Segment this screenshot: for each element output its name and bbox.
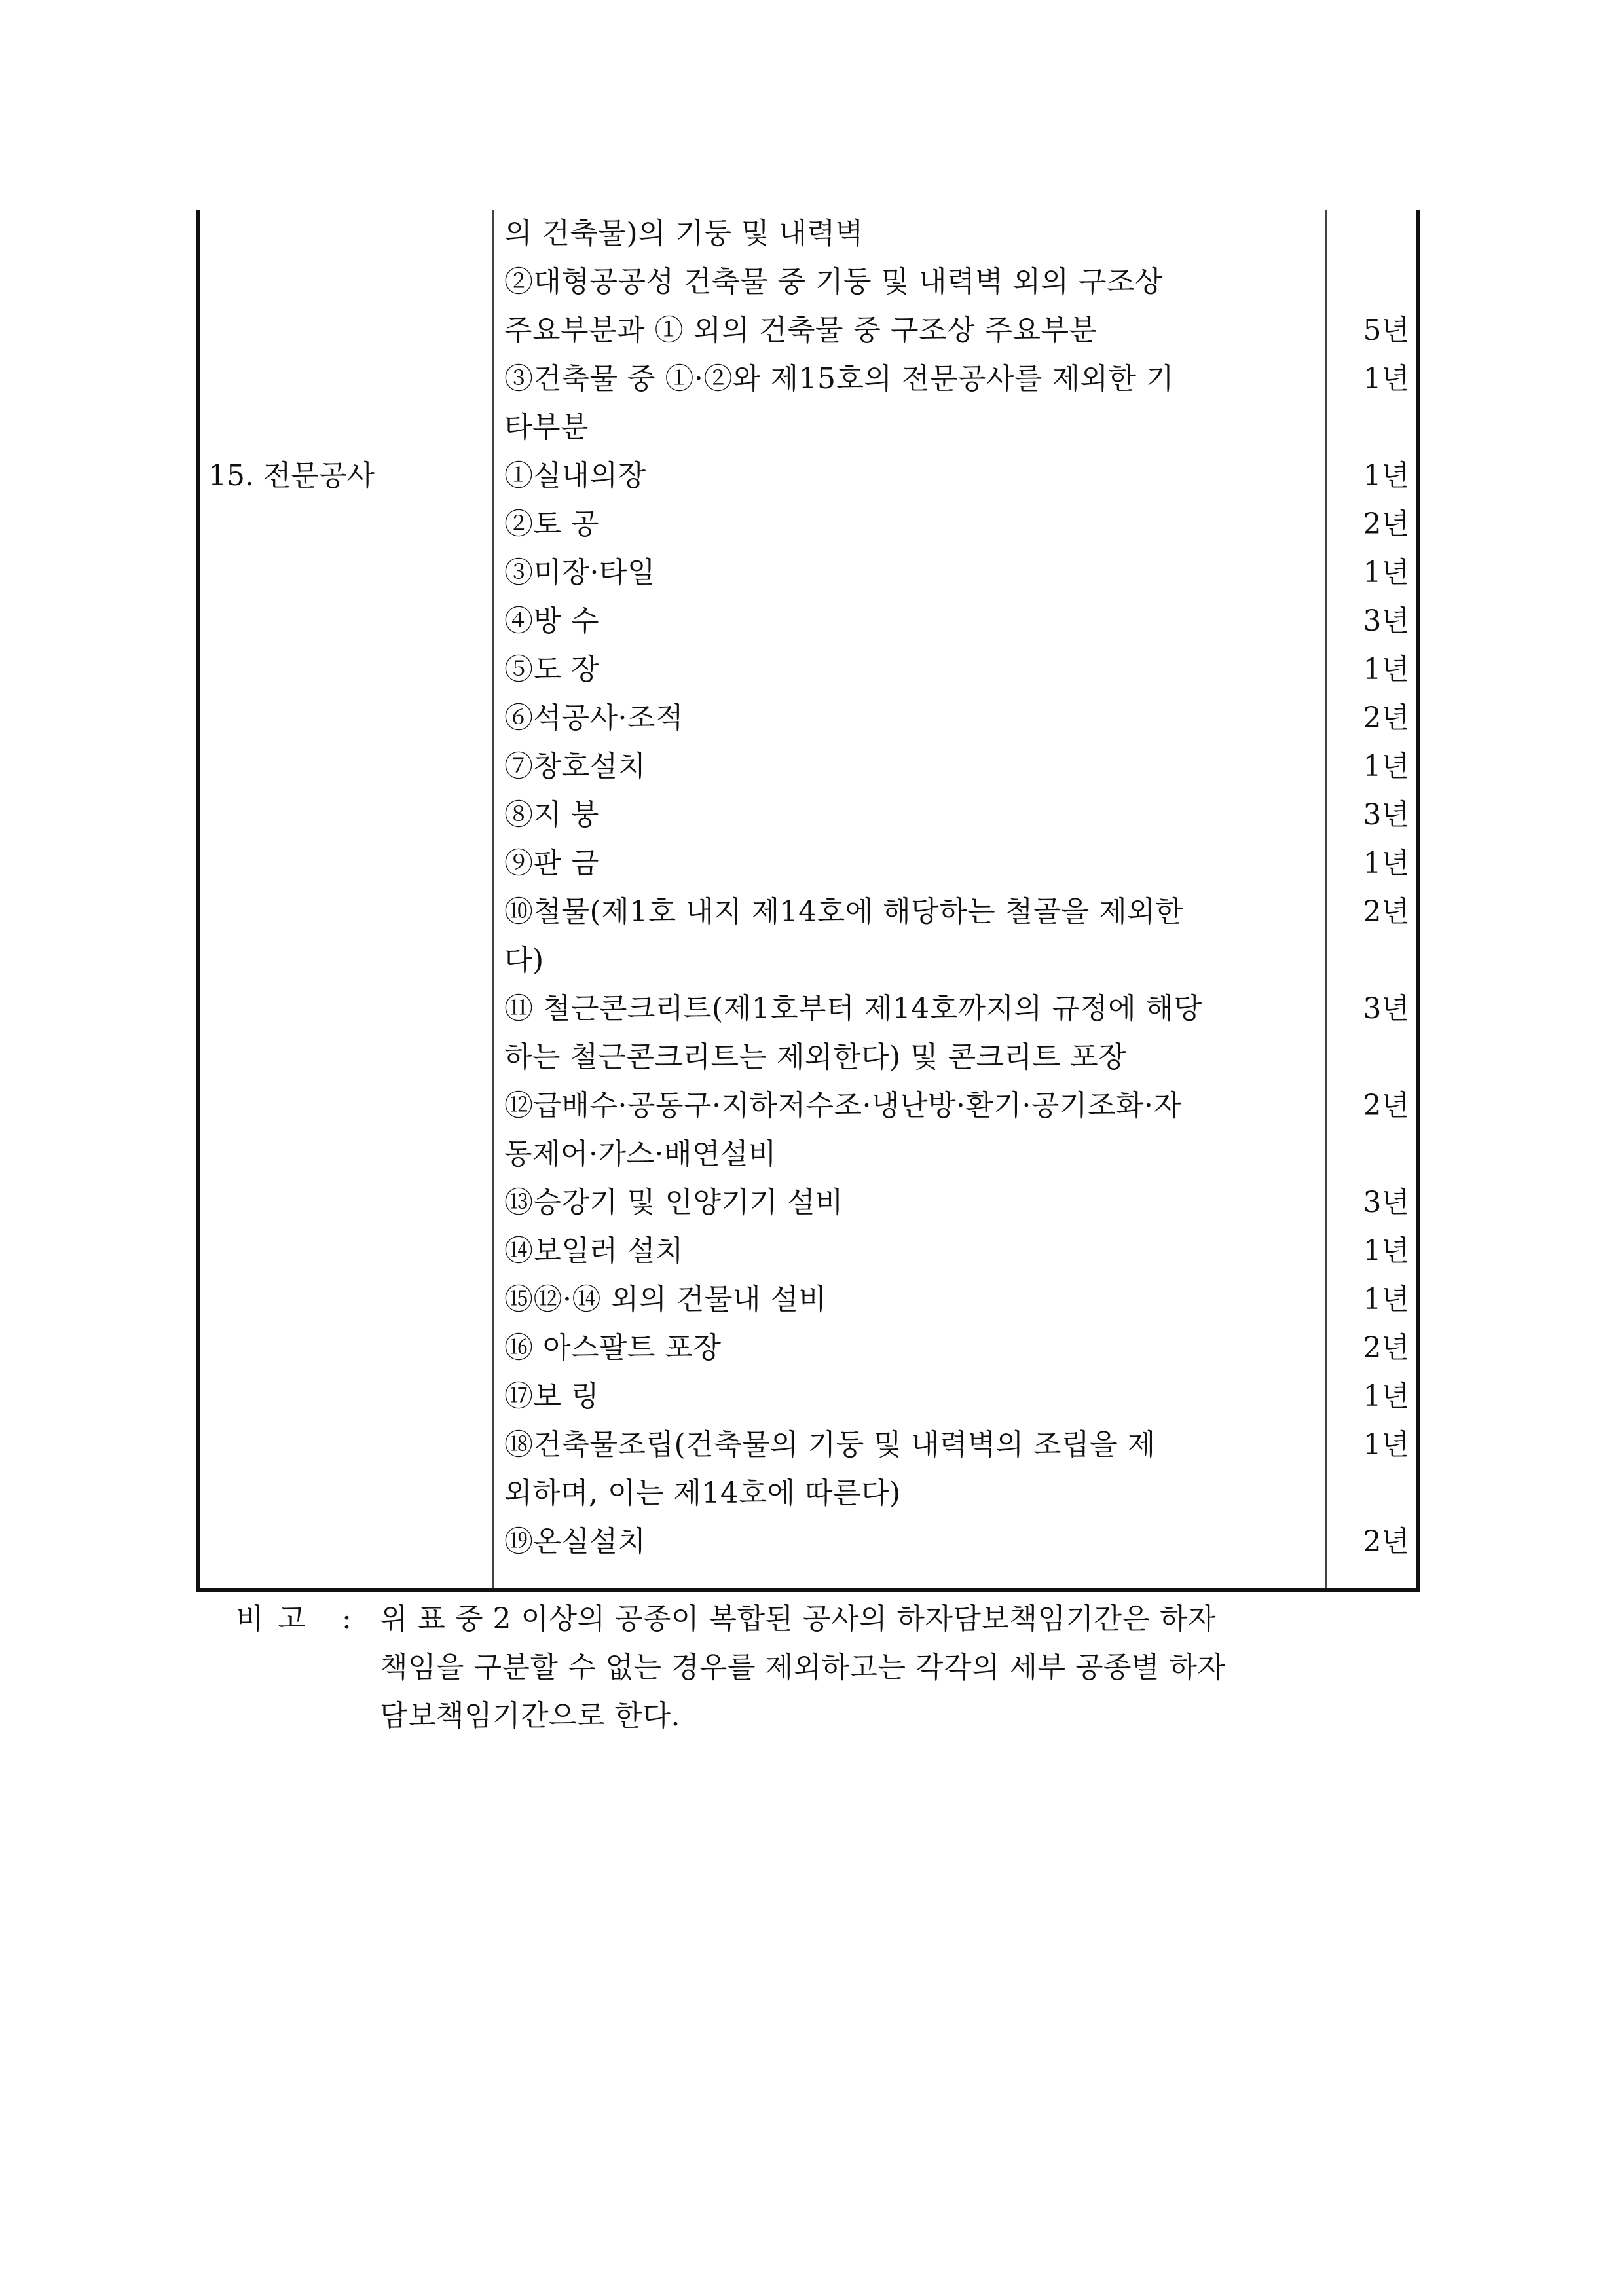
row-content: 타부분 xyxy=(504,411,589,444)
row-content: ⑰보 링 xyxy=(504,1380,599,1413)
row-content: ④방 수 xyxy=(504,604,599,638)
row-content: ⑥석공사·조적 xyxy=(504,701,684,735)
row-period: 1년 xyxy=(1363,750,1409,783)
row-period: 2년 xyxy=(1363,507,1409,541)
row-period: 1년 xyxy=(1363,556,1409,589)
table-row xyxy=(200,985,1416,1033)
row-content: ⑩철물(제1호 내지 제14호에 해당하는 철골을 제외한 xyxy=(504,895,1184,928)
table-row xyxy=(200,1082,1416,1130)
table-row xyxy=(200,936,1416,985)
table-row xyxy=(200,1324,1416,1372)
row-content: ②대형공공성 건축물 중 기둥 및 내력벽 외의 구조상 xyxy=(504,265,1163,299)
table-row xyxy=(200,355,1416,403)
table-row xyxy=(200,743,1416,791)
table-row xyxy=(200,500,1416,549)
table-row xyxy=(200,1372,1416,1421)
table-row xyxy=(200,1276,1416,1324)
remarks-line: 위 표 중 2 이상의 공종이 복합된 공사의 하자담보책임기간은 하자 xyxy=(380,1602,1216,1636)
table-row xyxy=(200,839,1416,888)
row-content: ⑭보일러 설치 xyxy=(504,1234,684,1268)
warranty-period-table xyxy=(196,210,1420,1592)
row-period: 1년 xyxy=(1363,1380,1409,1413)
row-content: ⑤도 장 xyxy=(504,653,599,686)
row-content: ③건축물 중 ①·②와 제15호의 전문공사를 제외한 기 xyxy=(504,362,1174,395)
row-content: ⑫급배수·공동구·지하저수조·냉난방·환기·공기조화·자 xyxy=(504,1089,1182,1122)
row-content: 주요부분과 ① 외의 건축물 중 구조상 주요부분 xyxy=(504,314,1098,347)
table-row xyxy=(200,694,1416,743)
row-content: ⑪ 철근콘크리트(제1호부터 제14호까지의 규정에 해당 xyxy=(504,992,1202,1025)
row-content: 하는 철근콘크리트는 제외한다) 및 콘크리트 포장 xyxy=(504,1040,1127,1074)
row-content: ②토 공 xyxy=(504,507,599,541)
table-row xyxy=(200,1130,1416,1179)
row-period: 2년 xyxy=(1363,701,1409,735)
row-period: 5년 xyxy=(1363,314,1409,347)
row-period: 1년 xyxy=(1363,653,1409,686)
table-row xyxy=(200,210,1416,258)
row-period: 2년 xyxy=(1363,895,1409,928)
row-content: ⑯ 아스팔트 포장 xyxy=(504,1331,722,1365)
row-period: 3년 xyxy=(1363,1186,1409,1219)
row-period: 1년 xyxy=(1363,362,1409,395)
remarks-label: 비고 xyxy=(236,1602,321,1636)
row-content: 외하며, 이는 제14호에 따른다) xyxy=(504,1477,901,1510)
row-period: 3년 xyxy=(1363,992,1409,1025)
row-content: ①실내의장 xyxy=(504,459,646,492)
row-period: 1년 xyxy=(1363,1234,1409,1268)
row-period: 3년 xyxy=(1363,798,1409,832)
row-period: 1년 xyxy=(1363,1283,1409,1316)
row-period: 2년 xyxy=(1363,1089,1409,1122)
row-content: 의 건축물)의 기둥 및 내력벽 xyxy=(504,217,864,250)
remarks-colon: : xyxy=(342,1602,352,1636)
row-period: 1년 xyxy=(1363,847,1409,880)
row-content: ⑮⑫·⑭ 외의 건물내 설비 xyxy=(504,1283,827,1316)
table-row xyxy=(200,1421,1416,1469)
table-row xyxy=(200,1179,1416,1227)
table-row xyxy=(200,888,1416,936)
remarks-line: 책임을 구분할 수 없는 경우를 제외하고는 각각의 세부 공종별 하자 xyxy=(380,1651,1226,1684)
row-period: 2년 xyxy=(1363,1525,1409,1558)
row-period: 3년 xyxy=(1363,604,1409,638)
row-content: ⑨판 금 xyxy=(504,847,599,880)
table-row xyxy=(200,1033,1416,1082)
row-period: 1년 xyxy=(1363,459,1409,492)
row-content: ⑧지 붕 xyxy=(504,798,599,832)
row-content: 다) xyxy=(504,944,544,977)
table-row xyxy=(200,1227,1416,1276)
row-period: 1년 xyxy=(1363,1428,1409,1461)
category-label: 15. 전문공사 xyxy=(208,459,375,492)
row-content: ⑬승강기 및 인양기기 설비 xyxy=(504,1186,843,1219)
table-row xyxy=(200,646,1416,694)
row-content: 동제어·가스·배연설비 xyxy=(504,1137,777,1171)
remarks-line: 담보책임기간으로 한다. xyxy=(380,1699,681,1733)
table-row xyxy=(200,1469,1416,1518)
row-content: ⑦창호설치 xyxy=(504,750,646,783)
table-row xyxy=(200,258,1416,306)
table-row xyxy=(200,306,1416,355)
table-row xyxy=(200,791,1416,839)
table-row xyxy=(200,1518,1416,1566)
table-row xyxy=(200,403,1416,452)
row-content: ③미장·타일 xyxy=(504,556,656,589)
row-content: ⑱건축물조립(건축물의 기둥 및 내력벽의 조립을 제 xyxy=(504,1428,1156,1461)
row-content: ⑲온실설치 xyxy=(504,1525,646,1558)
table-row xyxy=(200,549,1416,597)
row-period: 2년 xyxy=(1363,1331,1409,1365)
table-row xyxy=(200,597,1416,646)
table-row xyxy=(200,452,1416,500)
